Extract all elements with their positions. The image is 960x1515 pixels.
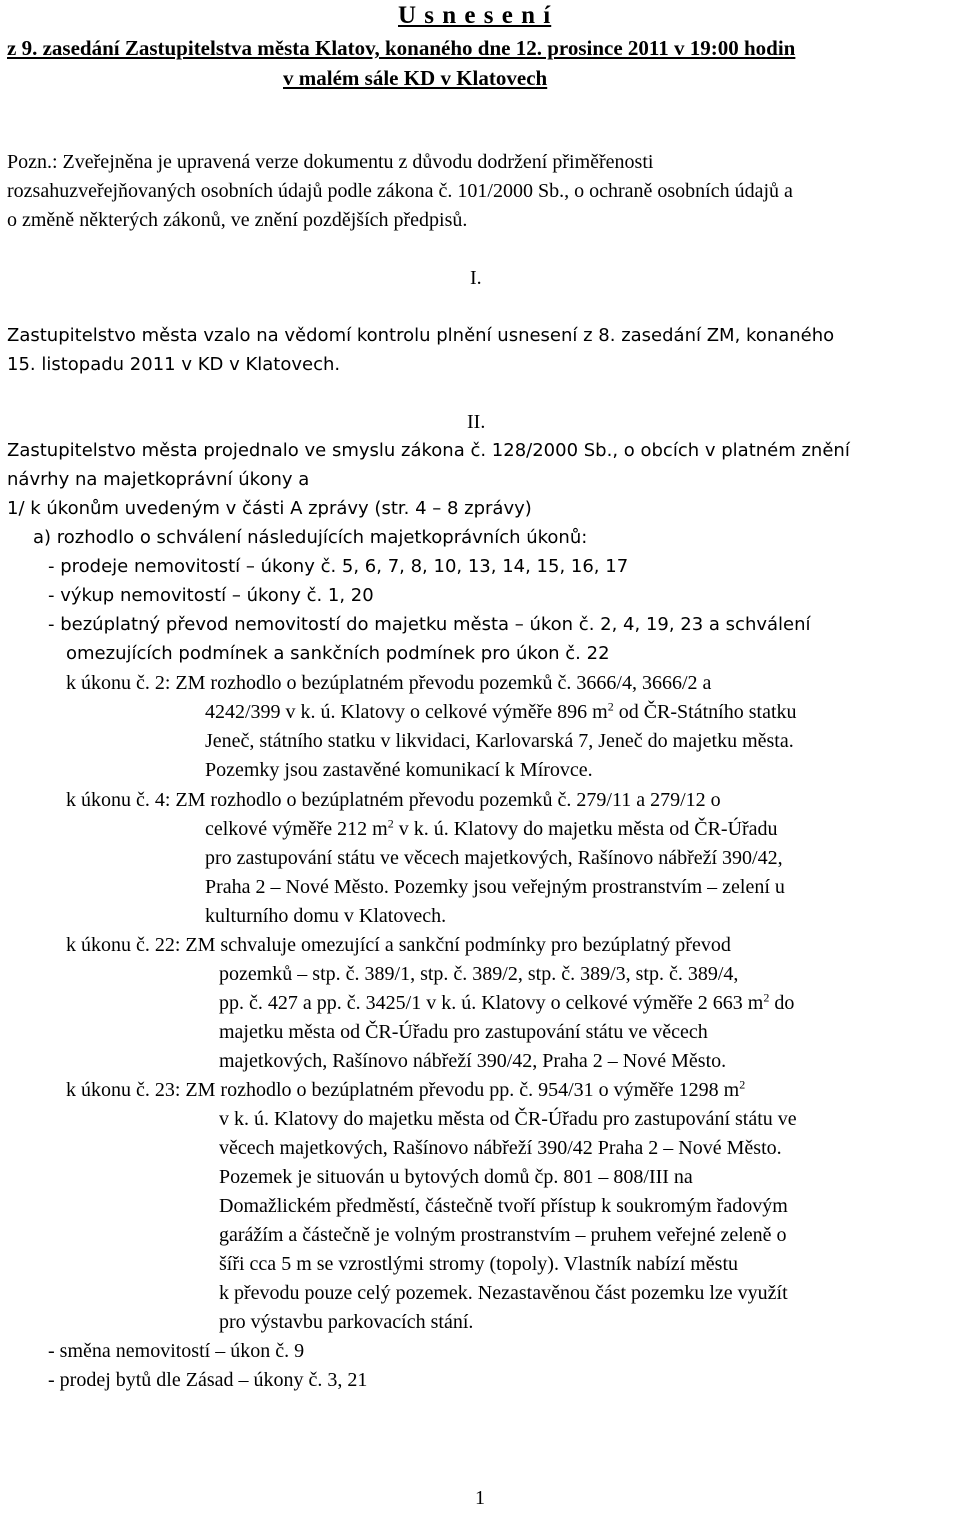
act-23-line: Domažlickém předměstí, částečně tvoří přístup k soukromým řadovým	[219, 1195, 788, 1217]
act-23-line: v k. ú. Klatovy do majetku města od ČR-Úřadu pro zastupování státu ve	[219, 1108, 797, 1130]
act-2-line: Jeneč, státního statku v likvidaci, Karlovarská 7, Jeneč do majetku města.	[205, 730, 794, 752]
section-2-intro: Zastupitelstvo města projednalo ve smyslu zákona č. 128/2000 Sb., o obcích v platném znění	[7, 440, 850, 461]
act-23-line: šíři cca 5 m se vzrostlými stromy (topoly). Vlastník nabízí městu	[219, 1253, 738, 1275]
act-2-line: Pozemky jsou zastavěné komunikací k Mírovce.	[205, 759, 593, 781]
act-23-line: k převodu pouze celý pozemek. Nezastavěnou část pozemku lze využít	[219, 1282, 788, 1304]
note-line: rozsahuzveřejňovaných osobních údajů podle zákona č. 101/2000 Sb., o ochraně osobních údajů a	[7, 180, 793, 202]
act-4-line: celkové výměře 212 $m^2$ v k. ú. Klatovy do majetku města od ČR-Úřadu	[205, 816, 778, 840]
section-2-intro: návrhy na majetkoprávní úkony a	[7, 469, 310, 490]
act-4-line: kulturního domu v Klatovech.	[205, 905, 447, 927]
section-1-text: Zastupitelstvo města vzalo na vědomí kontrolu plnění usnesení z 8. zasedání ZM, konaného	[7, 325, 835, 346]
list-item-transfer: - bezúplatný převod nemovitostí do majetku města – úkon č. 2, 4, 19, 23 a schválení	[48, 614, 811, 635]
act-23-line: Pozemek je situován u bytových domů čp. 801 – 808/III na	[219, 1166, 693, 1188]
document-title: U s n e s e n í	[398, 2, 552, 29]
act-22-line: k úkonu č. 22: ZM schvaluje omezující a sankční podmínky pro bezúplatný převod	[66, 934, 731, 956]
act-2-line: k úkonu č. 2: ZM rozhodlo o bezúplatném převodu pozemků č. 3666/4, 3666/2 a	[66, 672, 712, 694]
act-23-line: k úkonu č. 23: ZM rozhodlo o bezúplatném převodu pp. č. 954/31 o výměře 1298 $m^2$	[66, 1077, 746, 1101]
list-item-sales: - prodeje nemovitostí – úkony č. 5, 6, 7, 8, 10, 13, 14, 15, 16, 17	[48, 556, 629, 577]
list-item-flat-sales: - prodej bytů dle Zásad – úkony č. 3, 21	[48, 1369, 368, 1391]
note-line: o změně některých zákonů, ve znění pozdějších předpisů.	[7, 209, 468, 231]
act-22-line: pozemků – stp. č. 389/1, stp. č. 389/2, stp. č. 389/3, stp. č. 389/4,	[219, 963, 739, 985]
act-4-line: k úkonu č. 4: ZM rozhodlo o bezúplatném převodu pozemků č. 279/11 a 279/12 o	[66, 789, 721, 811]
note-line: Pozn.: Zveřejněna je upravená verze dokumentu z důvodu dodržení přiměřenosti	[7, 151, 654, 173]
act-22-line: majetkových, Rašínovo nábřeží 390/42, Praha 2 – Nové Město.	[219, 1050, 727, 1072]
act-22-line: majetku města od ČR-Úřadu pro zastupování státu ve věcech	[219, 1021, 708, 1043]
list-item-exchange: - směna nemovitostí – úkon č. 9	[48, 1340, 305, 1362]
act-4-line: pro zastupování státu ve věcech majetkových, Rašínovo nábřeží 390/42,	[205, 847, 783, 869]
list-item-purchase: - výkup nemovitostí – úkony č. 1, 20	[48, 585, 374, 606]
section-1-text: 15. listopadu 2011 v KD v Klatovech.	[7, 354, 341, 375]
act-23-line: pro výstavbu parkovacích stání.	[219, 1311, 474, 1333]
act-23-line: garážím a částečně je volným prostranstvím – pruhem veřejné zeleně o	[219, 1224, 787, 1246]
act-22-line: pp. č. 427 a pp. č. 3425/1 v k. ú. Klatovy o celkové výměře 2 663 $m^2$ do	[219, 990, 795, 1014]
list-item-transfer-cont: omezujících podmínek a sankčních podmínek pro úkon č. 22	[66, 643, 610, 664]
page-number: 1	[475, 1487, 485, 1509]
document-subtitle: z 9. zasedání Zastupitelstva města Klatov, konaného dne 12. prosince 2011 v 19:00 hodin	[7, 36, 796, 60]
document-subtitle-venue: v malém sále KD v Klatovech	[283, 66, 548, 90]
section-2-subpoint: a) rozhodlo o schválení následujících majetkoprávních úkonů:	[33, 527, 588, 548]
section-heading-1: I.	[470, 267, 482, 289]
act-23-line: věcech majetkových, Rašínovo nábřeží 390/42 Praha 2 – Nové Město.	[219, 1137, 782, 1159]
section-2-intro: 1/ k úkonům uvedeným v části A zprávy (str. 4 – 8 zprávy)	[7, 498, 532, 519]
section-heading-2: II.	[467, 411, 486, 433]
act-4-line: Praha 2 – Nové Město. Pozemky jsou veřejným prostranstvím – zelení u	[205, 876, 785, 898]
act-2-line: 4242/399 v k. ú. Klatovy o celkové výměře 896 $m^2$ od ČR-Státního statku	[205, 699, 797, 723]
